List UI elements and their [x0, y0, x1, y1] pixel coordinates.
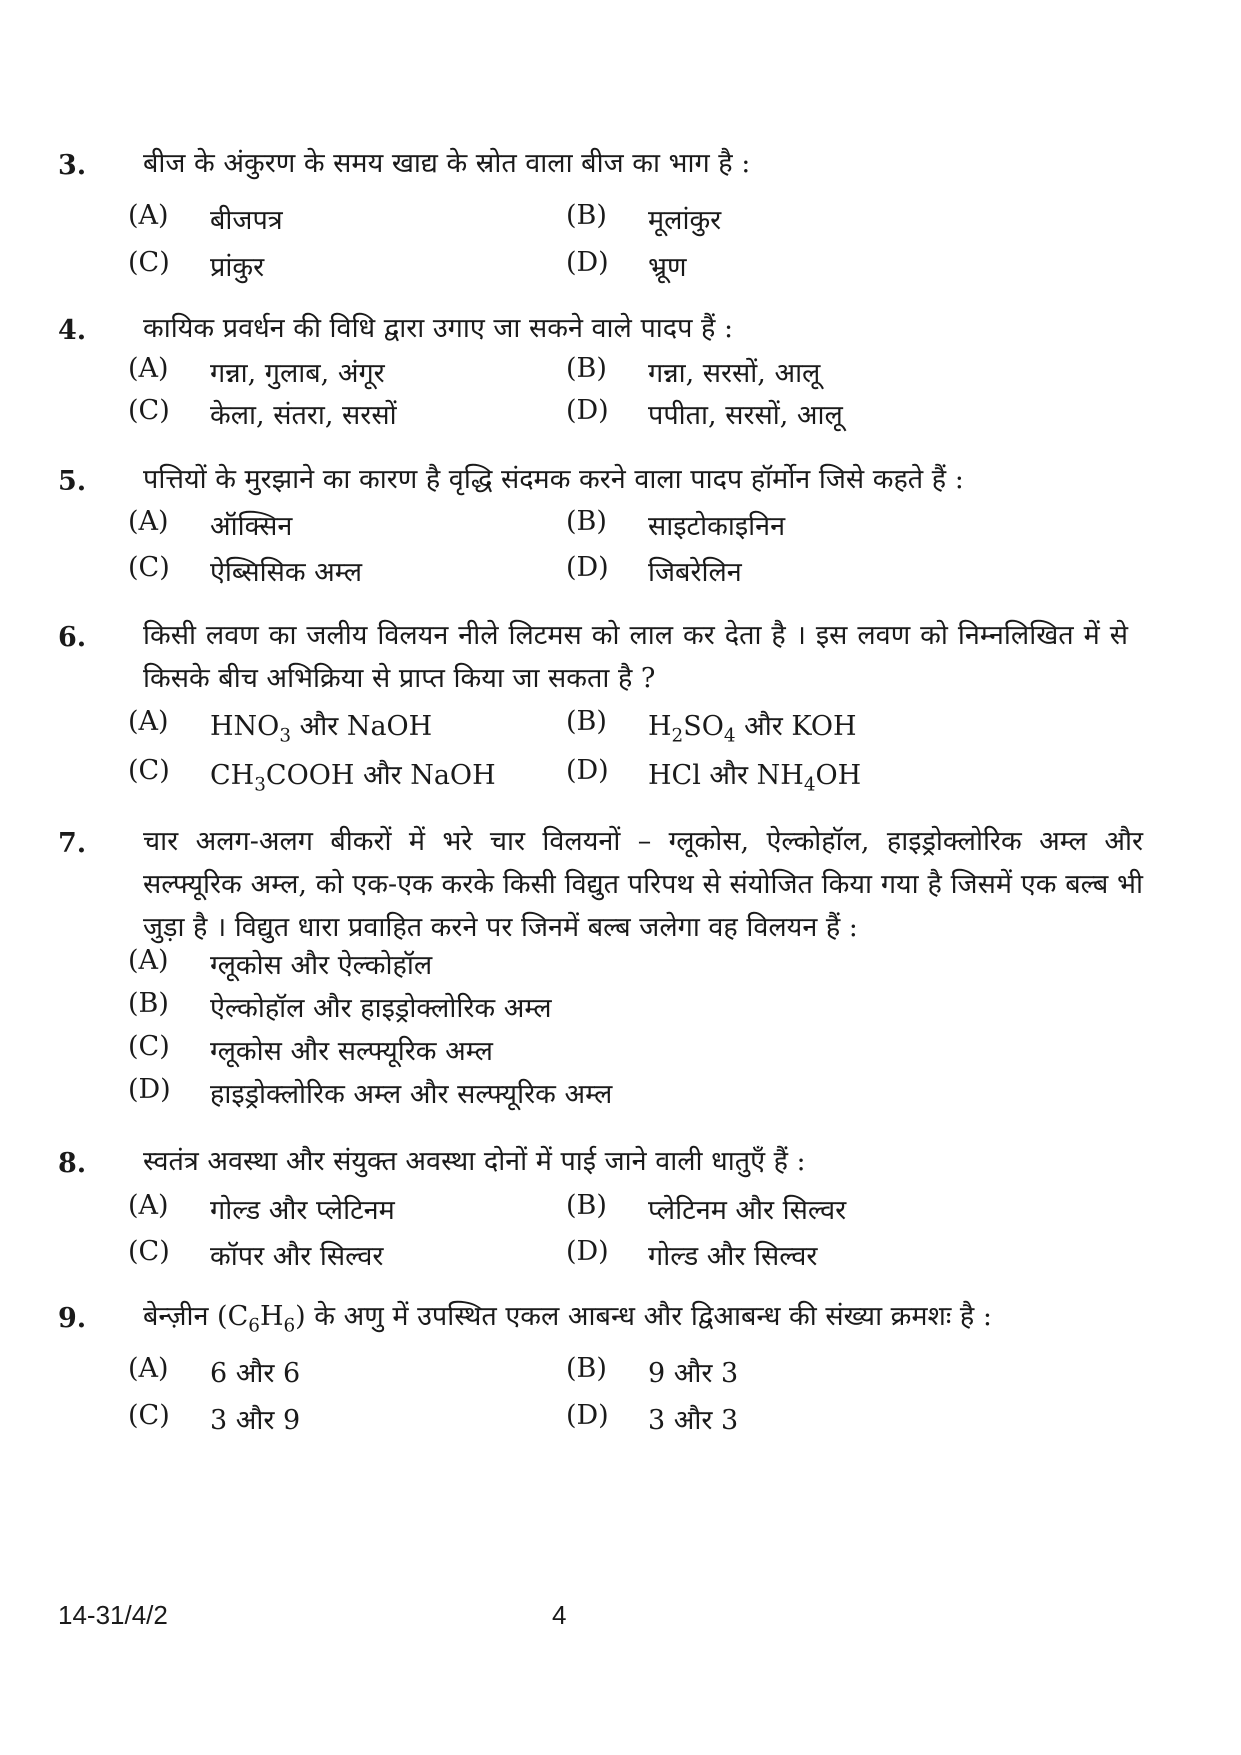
option-label: (B) [566, 1190, 607, 1221]
option-text: प्रांकुर [210, 252, 265, 283]
option-label: (B) [128, 988, 169, 1019]
option-label: (D) [128, 1074, 171, 1105]
question-number: 6. [58, 622, 87, 653]
question-number: 4. [58, 315, 87, 346]
option-label: (A) [128, 1190, 169, 1221]
option-text: भ्रूण [648, 252, 687, 283]
option-text: HCl और $NH_4OH$ [648, 760, 862, 796]
question-number: 7. [58, 828, 87, 859]
paper-code: 14-31/4/2 [58, 1600, 168, 1630]
option-text: केला, संतरा, सरसों [210, 400, 397, 431]
question-text: स्वतंत्र अवस्था और संयुक्त अवस्था दोनों में पाई जाने वाली धातुएँ हैं : [143, 1146, 806, 1177]
option-text: मूलांकुर [648, 205, 722, 236]
option-label: (D) [566, 1236, 609, 1267]
option-label: (B) [566, 506, 607, 537]
option-text: ग्लूकोस और सल्फ्यूरिक अम्ल [210, 1036, 493, 1067]
page-number: 4 [552, 1600, 567, 1630]
option-text: कॉपर और सिल्वर [210, 1241, 384, 1272]
option-text: ग्लूकोस और ऐल्कोहॉल [210, 950, 433, 981]
subscript: 6 [283, 1315, 296, 1337]
question-text: बेन्ज़ीन $(C_6H_6)$ के अणु में उपस्थित एकल आबन्ध और द्विआबन्ध की संख्या क्रमशः है : [143, 1301, 992, 1337]
option-text: 9 और 3 [648, 1358, 739, 1389]
option-text: गोल्ड और प्लेटिनम [210, 1195, 395, 1226]
option-text: ऐल्कोहॉल और हाइड्रोक्लोरिक अम्ल [210, 993, 552, 1024]
option-text: 6 और 6 [210, 1358, 301, 1389]
option-text: गन्ना, गुलाब, अंगूर [210, 358, 385, 389]
option-label: (A) [128, 200, 169, 231]
option-label: (D) [566, 755, 609, 786]
option-text: 3 और 3 [648, 1405, 739, 1436]
option-label: (A) [128, 506, 169, 537]
subscript: 4 [803, 774, 816, 796]
question-text: पत्तियों के मुरझाने का कारण है वृद्धि संदमक करने वाला पादप हॉर्मोन जिसे कहते हैं : [143, 464, 964, 495]
option-label: (C) [128, 1400, 170, 1431]
option-text: जिबरेलिन [648, 557, 742, 588]
option-text: गोल्ड और सिल्वर [648, 1241, 818, 1272]
option-text: पपीता, सरसों, आलू [648, 400, 843, 431]
option-text: गन्ना, सरसों, आलू [648, 358, 821, 389]
question-number: 5. [58, 466, 87, 497]
subscript: 2 [671, 725, 684, 747]
subscript: 3 [254, 774, 266, 796]
option-label: (C) [128, 552, 170, 583]
option-label: (A) [128, 945, 169, 976]
subscript: 6 [248, 1315, 260, 1337]
option-text: $H_2SO_4$ और KOH [648, 711, 857, 747]
question-number: 8. [58, 1148, 87, 1179]
question-number: 3. [58, 150, 87, 181]
option-label: (B) [566, 1353, 607, 1384]
option-text: $HNO_3$ और NaOH [210, 711, 433, 747]
option-label: (C) [128, 755, 170, 786]
option-label: (C) [128, 1031, 170, 1062]
option-label: (B) [566, 706, 607, 737]
option-label: (C) [128, 247, 170, 278]
option-label: (A) [128, 353, 169, 384]
option-label: (C) [128, 395, 170, 426]
option-label: (A) [128, 1353, 169, 1384]
subscript: 3 [279, 725, 291, 747]
subscript: 4 [723, 725, 736, 747]
option-label: (D) [566, 395, 609, 426]
question-text: किसी लवण का जलीय विलयन नीले लिटमस को लाल कर देता है । इस लवण को निम्नलिखित में से किसके बीच अभिक्रिया से प्राप्त किया जा सकता है ? [143, 620, 1128, 694]
option-label: (A) [128, 706, 169, 737]
option-label: (D) [566, 552, 609, 583]
option-label: (B) [566, 353, 607, 384]
option-label: (C) [128, 1236, 170, 1267]
option-label: (D) [566, 1400, 609, 1431]
option-text: बीजपत्र [210, 205, 283, 236]
question-text: चार अलग-अलग बीकरों में भरे चार विलयनों – ग्लूकोस, ऐल्कोहॉल, हाइड्रोक्लोरिक अम्ल और सल्फ्यूरिक अम्ल, को एक-एक करके किसी विद्युत परिपथ से संयोजित किया गया है जिसमें एक बल्ब भी जुड़ा है । विद्युत धारा प्रवाहित करने पर जिनमें बल्ब जलेगा वह विलयन हैं : [143, 826, 1143, 943]
option-label: (D) [566, 247, 609, 278]
option-text: प्लेटिनम और सिल्वर [648, 1195, 847, 1226]
option-text: हाइड्रोक्लोरिक अम्ल और सल्फ्यूरिक अम्ल [210, 1079, 613, 1110]
option-text: 3 और 9 [210, 1405, 301, 1436]
option-text: ऑक्सिन [210, 511, 293, 542]
option-label: (B) [566, 200, 607, 231]
question-text: कायिक प्रवर्धन की विधि द्वारा उगाए जा सकने वाले पादप हैं : [143, 313, 734, 344]
option-text: ऐब्सिसिक अम्ल [210, 557, 363, 588]
question-text: बीज के अंकुरण के समय खाद्य के स्रोत वाला बीज का भाग है : [143, 148, 751, 179]
option-text: साइटोकाइनिन [648, 511, 786, 542]
question-number: 9. [58, 1303, 87, 1334]
option-text: $CH_3COOH$ और NaOH [210, 760, 496, 796]
